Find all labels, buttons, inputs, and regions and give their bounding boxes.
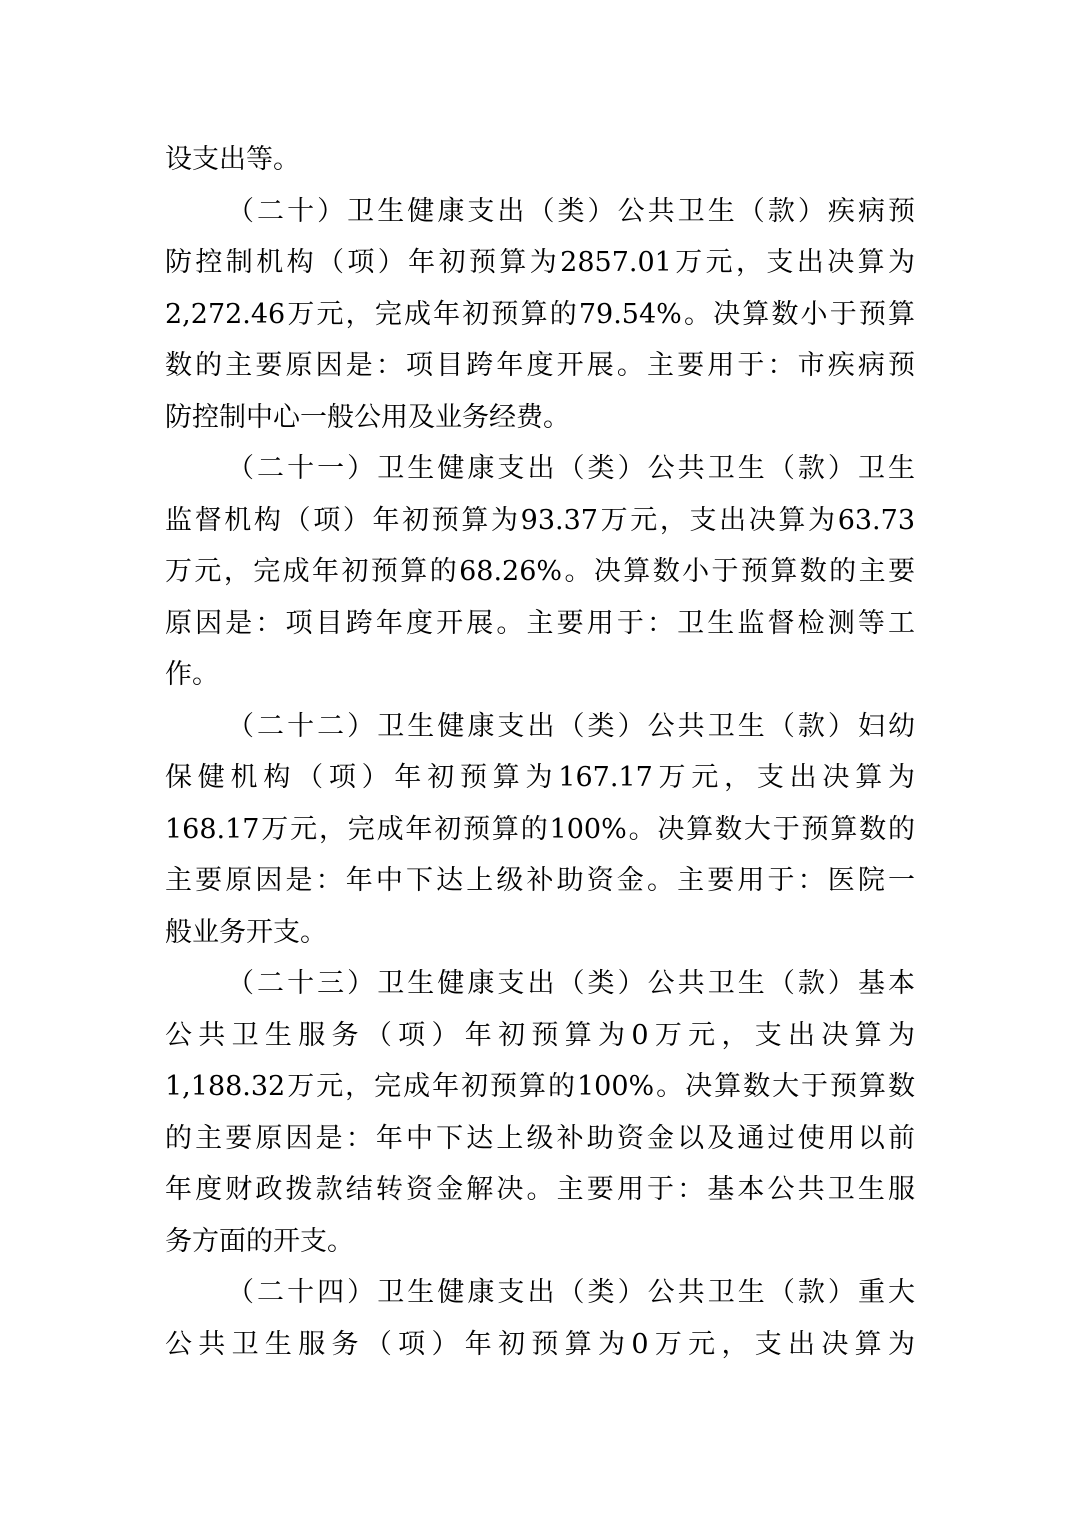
text-line: 原因是：项目跨年度开展。主要用于：卫生监督检测等工 — [165, 607, 915, 639]
text-line: 般业务开支。 — [165, 916, 327, 948]
paragraph-basic-public-health — [165, 958, 915, 1267]
text-line: 务方面的开支。 — [165, 1225, 354, 1257]
text-line: 168.17万元，完成年初预算的100%。决算数大于预算数的 — [165, 813, 915, 845]
text-line: 公共卫生服务（项）年初预算为0万元，支出决算为 — [165, 1328, 915, 1360]
text-line: 数的主要原因是：项目跨年度开展。主要用于：市疾病预 — [165, 350, 915, 381]
text-line: 防控制中心一般公用及业务经费。 — [165, 401, 570, 433]
text-line: 公共卫生服务（项）年初预算为0万元，支出决算为 — [165, 1019, 915, 1051]
text-line: （二十四）卫生健康支出（类）公共卫生（款）重大 — [227, 1277, 915, 1308]
paragraph-disease-control — [165, 186, 915, 444]
text-line: （二十一）卫生健康支出（类）公共卫生（款）卫生 — [227, 453, 915, 484]
text-line: （二十三）卫生健康支出（类）公共卫生（款）基本 — [227, 968, 915, 999]
text-line: 万元，完成年初预算的68.26%。决算数小于预算数的主要 — [165, 556, 915, 587]
text-line: 作。 — [165, 659, 219, 690]
paragraph-health-supervision — [165, 443, 915, 701]
text-line: 防控制机构（项）年初预算为2857.01万元，支出决算为 — [165, 247, 915, 278]
paragraph-major-public-health — [165, 1267, 915, 1370]
document-body — [165, 134, 915, 1370]
text-line: （二十二）卫生健康支出（类）公共卫生（款）妇幼 — [227, 710, 915, 742]
text-line: 设支出等。 — [165, 144, 300, 175]
text-line: 保健机构（项）年初预算为167.17万元，支出决算为 — [165, 762, 915, 793]
text-line: 监督机构（项）年初预算为93.37万元，支出决算为63.73 — [165, 504, 915, 536]
text-line: 主要原因是：年中下达上级补助资金。主要用于：医院一 — [165, 865, 915, 896]
text-line: 年度财政拨款结转资金解决。主要用于：基本公共卫生服 — [165, 1174, 915, 1205]
paragraph-maternal-child-health — [165, 701, 915, 959]
text-line: 2,272.46万元，完成年初预算的79.54%。决算数小于预算 — [165, 298, 915, 330]
text-line: 的主要原因是：年中下达上级补助资金以及通过使用以前 — [165, 1122, 915, 1154]
text-line: （二十）卫生健康支出（类）公共卫生（款）疾病预 — [227, 195, 915, 227]
text-line: 1,188.32万元，完成年初预算的100%。决算数大于预算数 — [165, 1071, 915, 1102]
paragraph-continuation — [165, 134, 915, 186]
